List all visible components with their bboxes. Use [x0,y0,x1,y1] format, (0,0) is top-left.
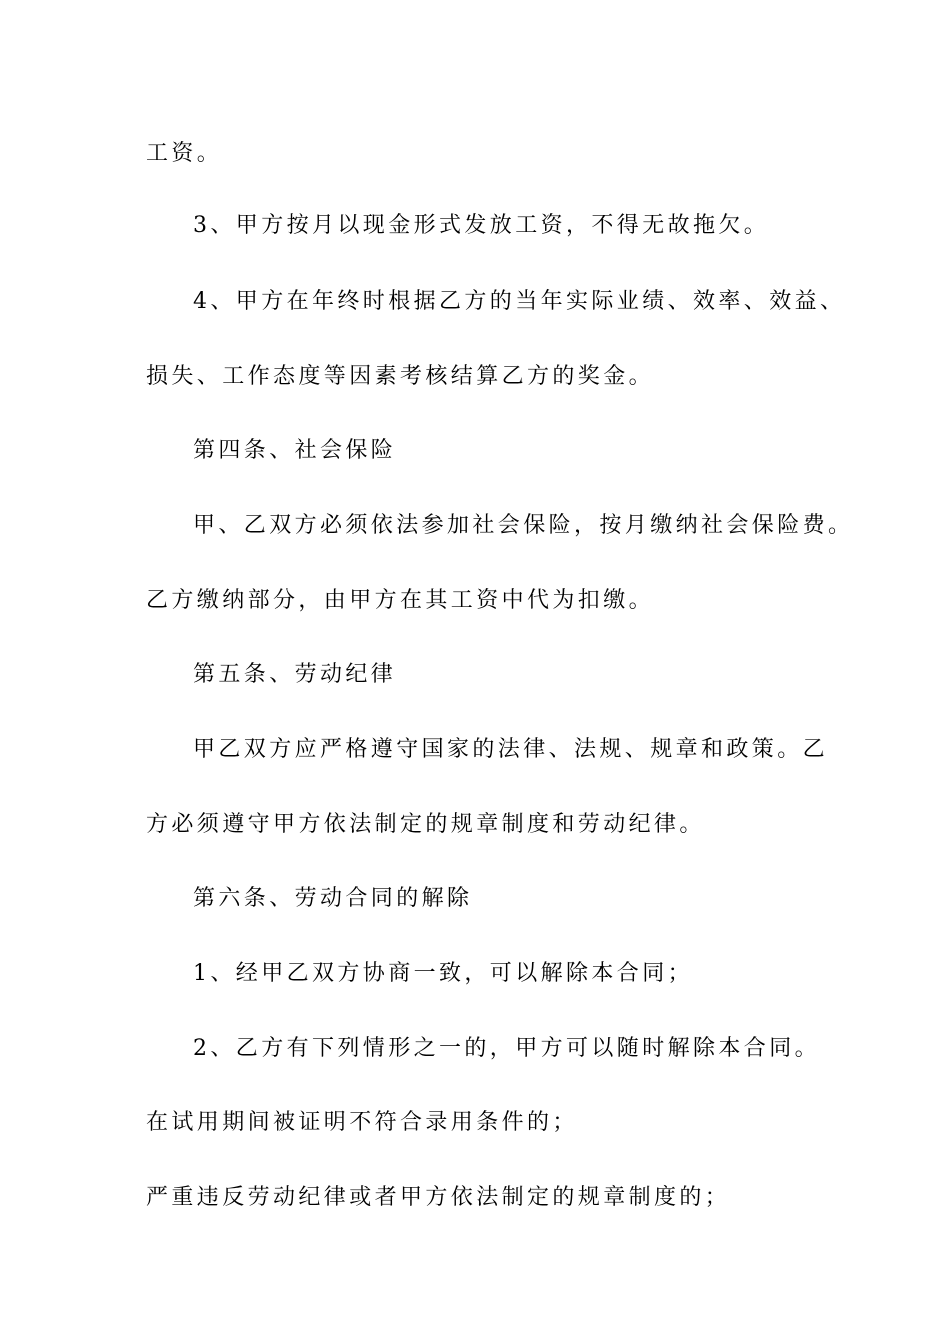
text-line: 乙方缴纳部分，由甲方在其工资中代为扣缴。 [146,588,655,613]
text-line: 工资。 [146,141,223,166]
text-line: 4、甲方在年终时根据乙方的当年实际业绩、效率、效益、 [193,289,846,314]
text-line: 甲、乙双方必须依法参加社会保险，按月缴纳社会保险费。 [193,513,854,538]
section-heading: 第六条、劳动合同的解除 [193,886,473,911]
text-line: 1、经甲乙双方协商一致，可以解除本合同； [193,961,693,986]
text-line: 甲乙双方应严格遵守国家的法律、法规、规章和政策。乙 [193,737,829,762]
text-line: 损失、工作态度等因素考核结算乙方的奖金。 [146,364,655,389]
text-line: 严重违反劳动纪律或者甲方依法制定的规章制度的； [146,1185,731,1210]
section-heading: 第四条、社会保险 [193,438,397,463]
text-line: 3、甲方按月以现金形式发放工资，不得无故拖欠。 [193,213,770,238]
text-line: 方必须遵守甲方依法制定的规章制度和劳动纪律。 [146,812,705,837]
text-line: 在试用期间被证明不符合录用条件的； [146,1110,578,1135]
text-line: 2、乙方有下列情形之一的，甲方可以随时解除本合同。 [193,1036,820,1061]
section-heading: 第五条、劳动纪律 [193,662,397,687]
